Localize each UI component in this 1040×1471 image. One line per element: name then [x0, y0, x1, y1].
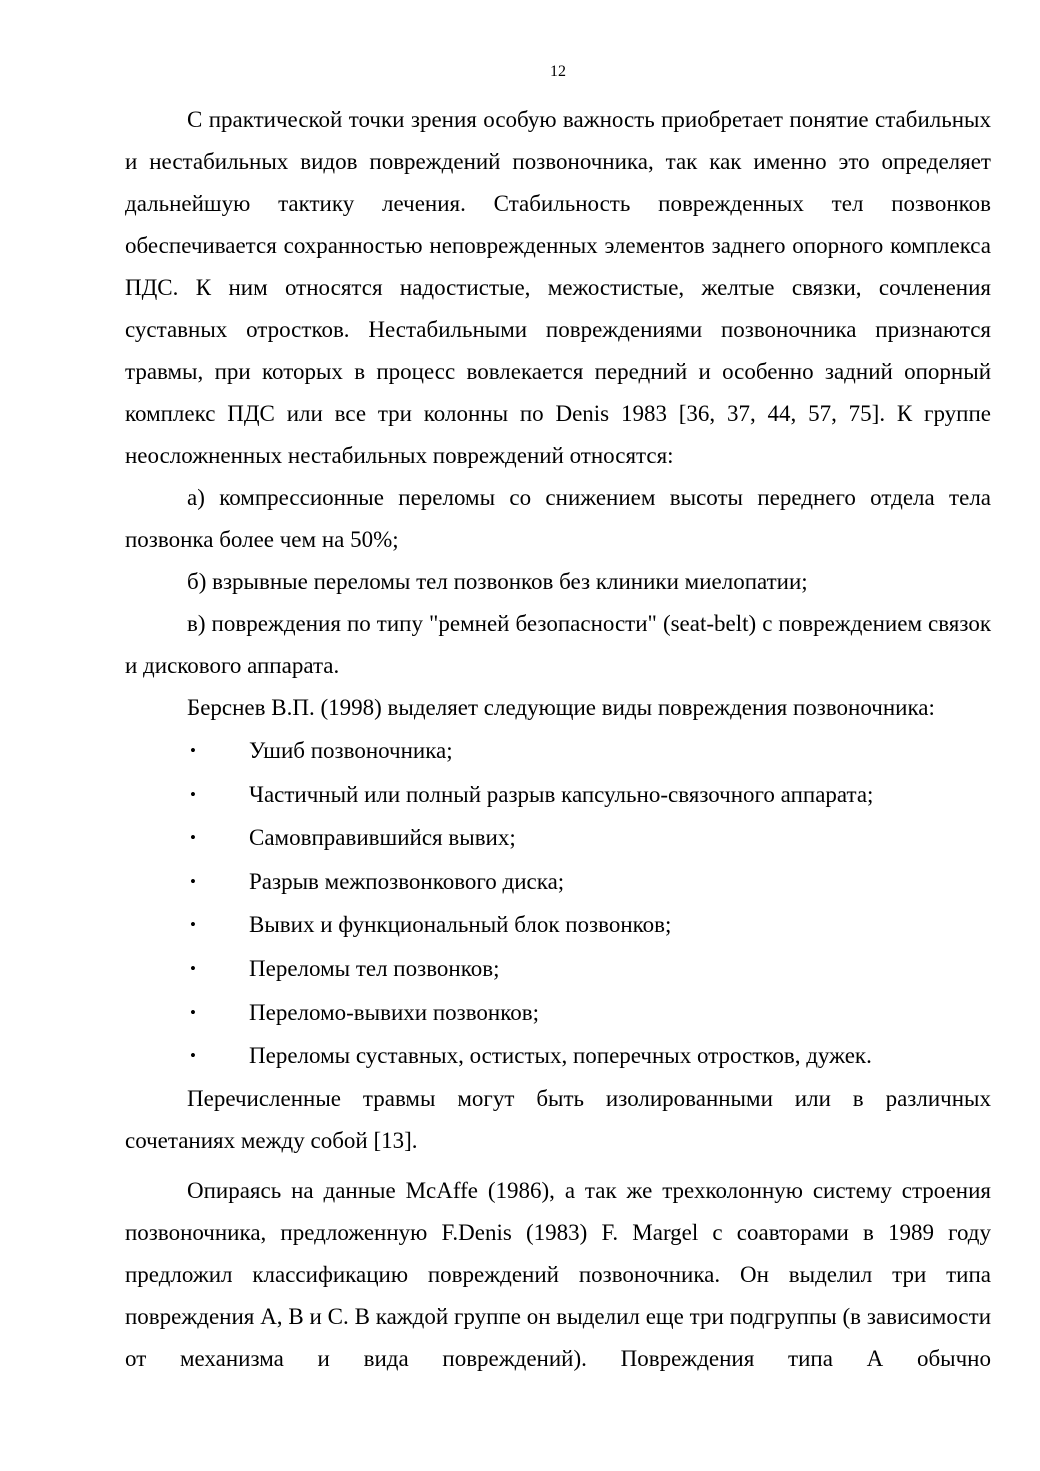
- bullet-icon: •: [190, 871, 196, 891]
- bullet-icon: •: [190, 741, 196, 760]
- list-item: [125, 991, 991, 1035]
- bullet-icon: •: [190, 915, 196, 935]
- page-body: [125, 99, 991, 1380]
- bullet-icon: •: [190, 828, 196, 848]
- list-item-text: Переломы тел позвонков;: [249, 955, 500, 981]
- page-number: 12: [550, 63, 566, 80]
- injury-types-list: [125, 729, 991, 1078]
- list-item: [125, 947, 991, 991]
- list-item-text: Ушиб позвоночника;: [249, 738, 453, 763]
- list-item-text: Переломы суставных, остистых, поперечных отростков, дужек.: [249, 1043, 872, 1069]
- bullet-icon: •: [190, 1046, 196, 1066]
- paragraph-item-b: б) взрывные переломы тел позвонков без клиники миелопатии;: [187, 569, 808, 594]
- list-item-text: Разрыв межпозвонкового диска;: [249, 868, 565, 894]
- paragraph-item-a: а) компрессионные переломы со снижением высоты переднего отдела тела позвонка более чем на 50%;: [125, 485, 991, 552]
- paragraph-item-c: в) повреждения по типу "ремней безопасности" (seat-belt) с повреждением связок и дискового аппарата.: [125, 611, 991, 678]
- paragraph-bersnev-intro: Берснев В.П. (1998) выделяет следующие виды повреждения позвоночника:: [187, 695, 935, 720]
- paragraph-combinations: Перечисленные травмы могут быть изолированными или в различных сочетаниях между собой [13].: [125, 1085, 991, 1153]
- list-item: [125, 1034, 991, 1078]
- list-item: [125, 860, 991, 904]
- list-item: [125, 903, 991, 947]
- list-item-text: Вывих и функциональный блок позвонков;: [249, 912, 672, 938]
- bullet-icon: •: [190, 1002, 196, 1022]
- list-item: [125, 816, 991, 860]
- list-item-text: Самовправившийся вывих;: [249, 825, 516, 851]
- paragraph-classification: Опираясь на данные McAffe (1986), а так же трехколонную систему строения позвоночника, предложенную F.Denis (1983) F. Margel с соавторами в 1989 году предложил классификацию повреждений позвоночника. Он выделил три типа повреждения А, В и С. В каждой группе он выделил еще три подгруппы (в зависимости от механизма и вида повреждений). Повреждения типа А обычно: [125, 1177, 991, 1371]
- paragraph-stability: С практической точки зрения особую важность приобретает понятие стабильных и нестабильных видов повреждений позвоночника, так как именно это определяет дальнейшую тактику лечения. Стабильность поврежденных тел позвонков обеспечивается сохранностью неповрежденных элементов заднего опорного комплекса ПДС. К ним относятся надостистые, межостистые, желтые связки, сочленения суставных отростков. Нестабильными повреждениями позвоночника признаются травмы, при которых в процесс вовлекается передний и особенно задний опорный комплекс ПДС или все три колонны по Denis 1983 [36, 37, 44, 57, 75]. К группе неосложненных нестабильных повреждений относятся:: [125, 107, 991, 468]
- list-item-text: Частичный или полный разрыв капсульно-связочного аппарата;: [249, 781, 874, 807]
- list-item: [125, 773, 991, 817]
- list-item-text: Переломо-вывихи позвонков;: [249, 999, 539, 1025]
- bullet-icon: •: [190, 958, 196, 978]
- bullet-icon: •: [190, 784, 196, 804]
- list-item: [125, 729, 991, 773]
